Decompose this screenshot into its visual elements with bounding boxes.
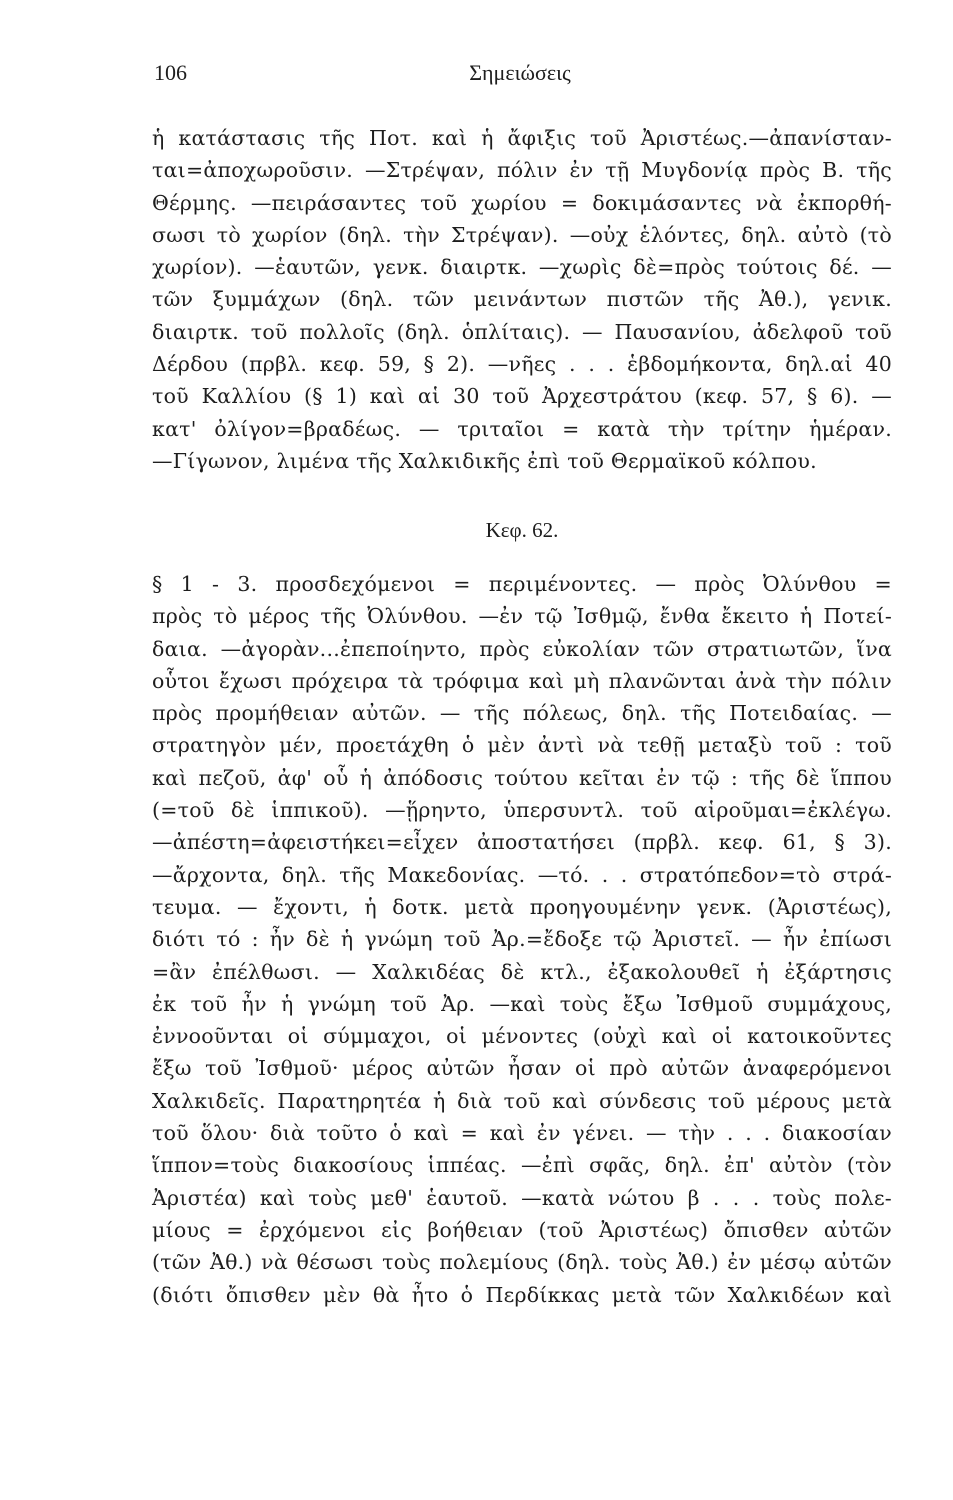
text-line: τοῦ Καλλίου (§ 1) καὶ αἱ 30 τοῦ Ἀρχεστράτου (κεφ. 57, § 6). — (152, 384, 892, 409)
text-line: ἐκ τοῦ ἦν ἡ γνώμη τοῦ Ἀρ. —καὶ τοὺς ἔξω Ἰσθμοῦ συμμάχους, (152, 991, 892, 1016)
text-line: σωσι τὸ χωρίον (δηλ. τὴν Στρέψαν). —οὐχ ἑλόντες, δηλ. αὐτὸ (τὸ (152, 222, 892, 247)
text-line: καὶ πεζοῦ, ἀφ' οὗ ἡ ἀπόδοσις τούτου κεῖται ἐν τῷ : τῆς δὲ ἵππου (152, 765, 892, 790)
text-line: =ἂν ἐπέλθωσι. — Χαλκιδέας δὲ κτλ., ἐξακολουθεῖ ἡ ἐξάρτησις (152, 959, 892, 984)
text-line: μίους = ἐρχόμενοι εἰς βοήθειαν (τοῦ Ἀριστέως) ὄπισθεν αὐτῶν (152, 1217, 892, 1242)
text-line: Θέρμης. —πειράσαντες τοῦ χωρίου = δοκιμάσαντες νὰ ἐκπορθή- (152, 190, 892, 215)
text-line: χωρίον). —ἑαυτῶν, γενκ. διαιρτκ. —χωρὶς δὲ=πρὸς τούτοις δέ. — (152, 255, 892, 280)
text-line: στρατηγὸν μέν, προετάχθη ὁ μὲν ἀντὶ νὰ τεθῇ μεταξὺ τοῦ : τοῦ (152, 733, 892, 758)
text-line: —Γίγωνον, λιμένα τῆς Χαλκιδικῆς ἐπὶ τοῦ Θερμαϊκοῦ κόλπου. (152, 448, 817, 473)
text-line: διαιρτκ. τοῦ πολλοῖς (δηλ. ὁπλίταις). — Παυσανίου, ἀδελφοῦ τοῦ (152, 319, 892, 344)
notes-paragraph-1 (152, 122, 892, 477)
text-line: οὗτοι ἔχωσι πρόχειρα τὰ τρόφιμα καὶ μὴ πλανῶνται ἀνὰ τὴν πόλιν (152, 668, 892, 693)
text-line: πρὸς τὸ μέρος τῆς Ὀλύνθου. —ἐν τῷ Ἰσθμῷ, ἔνθα ἔκειτο ἡ Ποτεί- (152, 604, 892, 629)
text-line: ται=ἀποχωροῦσιν. —Στρέψαν, πόλιν ἐν τῇ Μυγδονίᾳ πρὸς Β. τῆς (152, 158, 892, 183)
text-line: τῶν ξυμμάχων (δηλ. τῶν μεινάντων πιστῶν τῆς Ἀθ.), γενικ. (152, 287, 892, 312)
section-title: Σημειώσεις (469, 60, 571, 85)
text-line: τευμα. — ἔχοντι, ἡ δοτκ. μετὰ προηγουμένην γενκ. (Ἀριστέως), (152, 894, 892, 919)
text-line: (διότι ὄπισθεν μὲν θὰ ἦτο ὁ Περδίκκας μετὰ τῶν Χαλκιδέων καὶ (152, 1282, 892, 1307)
chapter-heading: Κεφ. 62. (485, 518, 559, 542)
text-line: —ἀπέστη=ἀφειστήκει=εἶχεν ἀποστατήσει (πρβλ. κεφ. 61, § 3). (152, 830, 892, 855)
text-line: Χαλκιδεῖς. Παρατηρητέα ἡ διὰ τοῦ καὶ σύνδεσις τοῦ μέρους μετὰ (152, 1088, 892, 1113)
text-line: (=τοῦ δὲ ἱππικοῦ). —ᾕρηντο, ὑπερσυντλ. τοῦ αἱροῦμαι=ἐκλέγω. (152, 798, 892, 823)
text-line: ἵππον=τοὺς διακοσίους ἱππέας. —ἐπὶ σφᾶς, δηλ. ἐπ' αὐτὸν (τὸν (152, 1153, 892, 1178)
text-line: διότι τό : ἦν δὲ ἡ γνώμη τοῦ Ἀρ.=ἔδοξε τῷ Ἀριστεῖ. — ἦν ἐπίωσι (152, 927, 892, 952)
text-line: ἐννοοῦνται οἱ σύμμαχοι, οἱ μένοντες (οὐχὶ καὶ οἱ κατοικοῦντες (152, 1024, 892, 1049)
text-line: ἡ κατάστασις τῆς Ποτ. καὶ ἡ ἄφιξις τοῦ Ἀριστέως.—ἀπανίσταν- (152, 126, 892, 150)
text-line: δαια. —ἀγορὰν...ἐπεποίηντο, πρὸς εὐκολίαν τῶν στρατιωτῶν, ἵνα (152, 636, 892, 661)
text-line: (τῶν Ἀθ.) νὰ θέσωσι τοὺς πολεμίους (δηλ. τοὺς Ἀθ.) ἐν μέσῳ αὐτῶν (152, 1250, 892, 1275)
text-line: ἔξω τοῦ Ἰσθμοῦ· μέρος αὐτῶν ἦσαν οἱ πρὸ αὐτῶν ἀναφερόμενοι (152, 1056, 892, 1081)
text-line: πρὸς προμήθειαν αὐτῶν. — τῆς πόλεως, δηλ. τῆς Ποτειδαίας. — (152, 701, 892, 726)
text-line: § 1 - 3. προσδεχόμενοι = περιμένοντες. — πρὸς Ὀλύνθου = (152, 572, 892, 596)
running-head (150, 60, 890, 94)
text-line: κατ' ὀλίγον=βραδέως. — τριταῖοι = κατὰ τὴν τρίτην ἡμέραν. (152, 416, 892, 441)
notes-paragraph-2 (152, 568, 892, 1311)
text-line: τοῦ ὅλου· διὰ τοῦτο ὁ καὶ = καὶ ἐν γένει. — τὴν . . . διακοσίαν (152, 1121, 892, 1146)
page-number: 106 (154, 60, 187, 85)
text-line: Ἀριστέα) καὶ τοὺς μεθ' ἑαυτοῦ. —κατὰ νώτου β . . . τοὺς πολε- (152, 1185, 892, 1210)
text-line: —ἄρχοντα, δηλ. τῆς Μακεδονίας. —τό. . . στρατόπεδον=τὸ στρά- (152, 862, 892, 887)
text-line: Δέρδου (πρβλ. κεφ. 59, § 2). —νῆες . . . ἑβδομήκοντα, δηλ.αἱ 40 (152, 352, 892, 377)
